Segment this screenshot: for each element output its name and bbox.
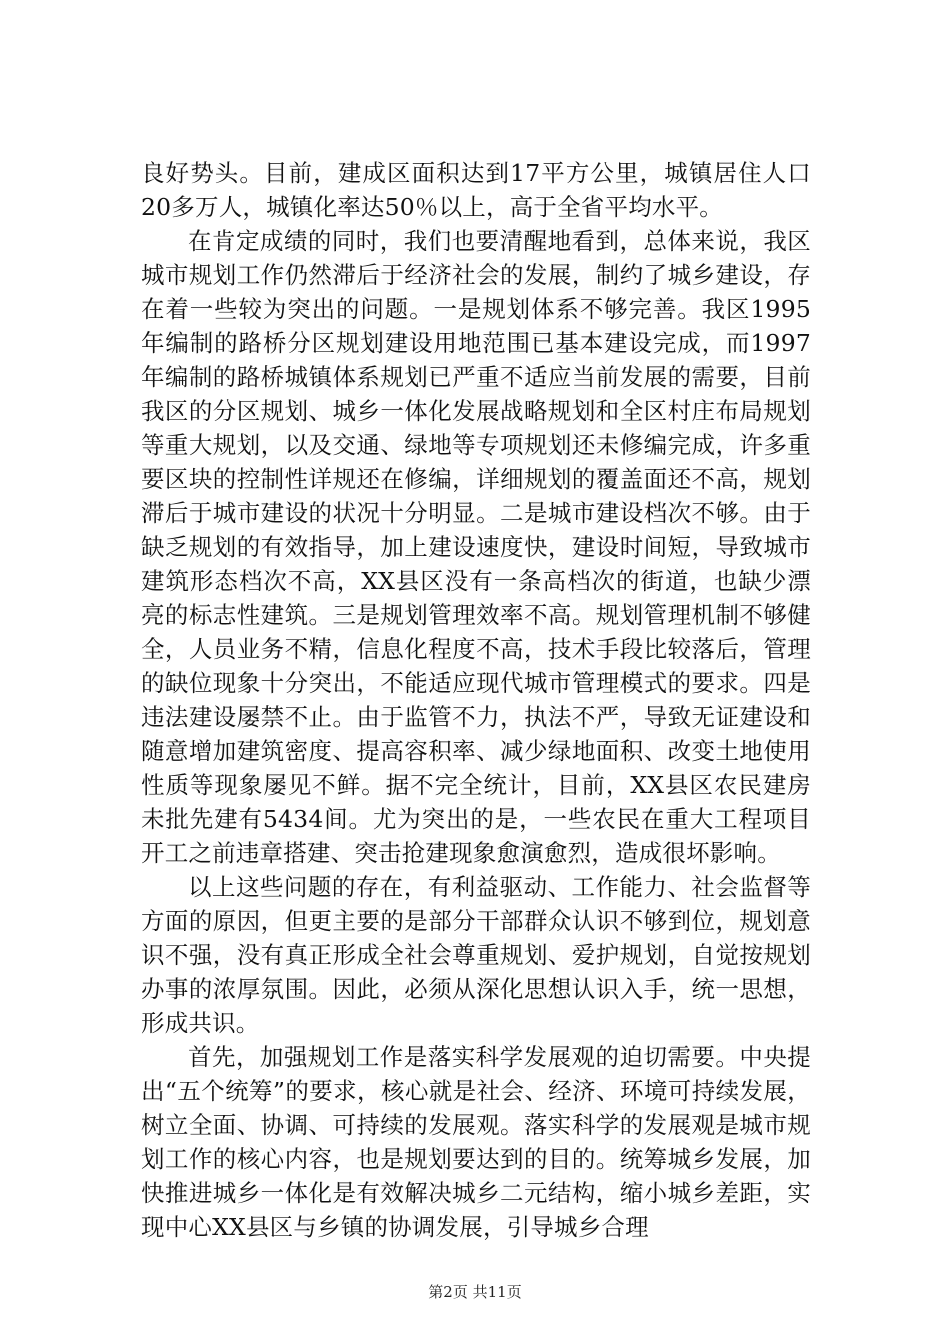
body-text [141, 156, 811, 1244]
paragraph-causes: 以上这些问题的存在，有利益驱动、工作能力、社会监督等方面的原因，但更主要的是部分干部群众认识不够到位，规划意识不强，没有真正形成全社会尊重规划、爱护规划，自觉按规划办事的浓厚氛围。因此，必须从深化思想认识入手，统一思想，形成共识。 [141, 873, 811, 1037]
page-footer: 第2页 共11页 [428, 1283, 522, 1301]
paragraph-continuation: 良好势头。目前，建成区面积达到17平方公里，城镇居住人口20多万人，城镇化率达50％以上，高于全省平均水平。 [141, 159, 811, 221]
paragraph-problems: 在肯定成绩的同时，我们也要清醒地看到，总体来说，我区城市规划工作仍然滞后于经济社会的发展，制约了城乡建设，存在着一些较为突出的问题。一是规划体系不够完善。我区1995年编制的路桥分区规划建设用地范围已基本建设完成，而1997年编制的路桥城镇体系规划已严重不适应当前发展的需要，目前我区的分区规划、城乡一体化发展战略规划和全区村庄布局规划等重大规划，以及交通、绿地等专项规划还未修编完成，许多重要区块的控制性详规还在修编，详细规划的覆盖面还不高，规划滞后于城市建设的状况十分明显。二是城市建设档次不够。由于缺乏规划的有效指导，加上建设速度快，建设时间短，导致城市建筑形态档次不高，XX县区没有一条高档次的街道，也缺少漂亮的标志性建筑。三是规划管理效率不高。规划管理机制不够健全，人员业务不精，信息化程度不高，技术手段比较落后，管理的缺位现象十分突出，不能适应现代城市管理模式的要求。四是违法建设屡禁不止。由于监管不力，执法不严，导致无证建设和随意增加建筑密度、提高容积率、减少绿地面积、改变土地使用性质等现象屡见不鲜。据不完全统计，目前，XX县区农民建房未批先建有5434间。尤为突出的是，一些农民在重大工程项目开工之前违章搭建、突击抢建现象愈演愈烈，造成很坏影响。 [141, 227, 811, 867]
paragraph-first-point: 首先，加强规划工作是落实科学发展观的迫切需要。中央提出“五个统筹”的要求，核心就是社会、经济、环境可持续发展，树立全面、协调、可持续的发展观。落实科学的发展观是城市规划工作的核心内容，也是规划要达到的目的。统筹城乡发展，加快推进城乡一体化是有效解决城乡二元结构，缩小城乡差距，实现中心XX县区与乡镇的协调发展，引导城乡合理 [141, 1043, 811, 1241]
